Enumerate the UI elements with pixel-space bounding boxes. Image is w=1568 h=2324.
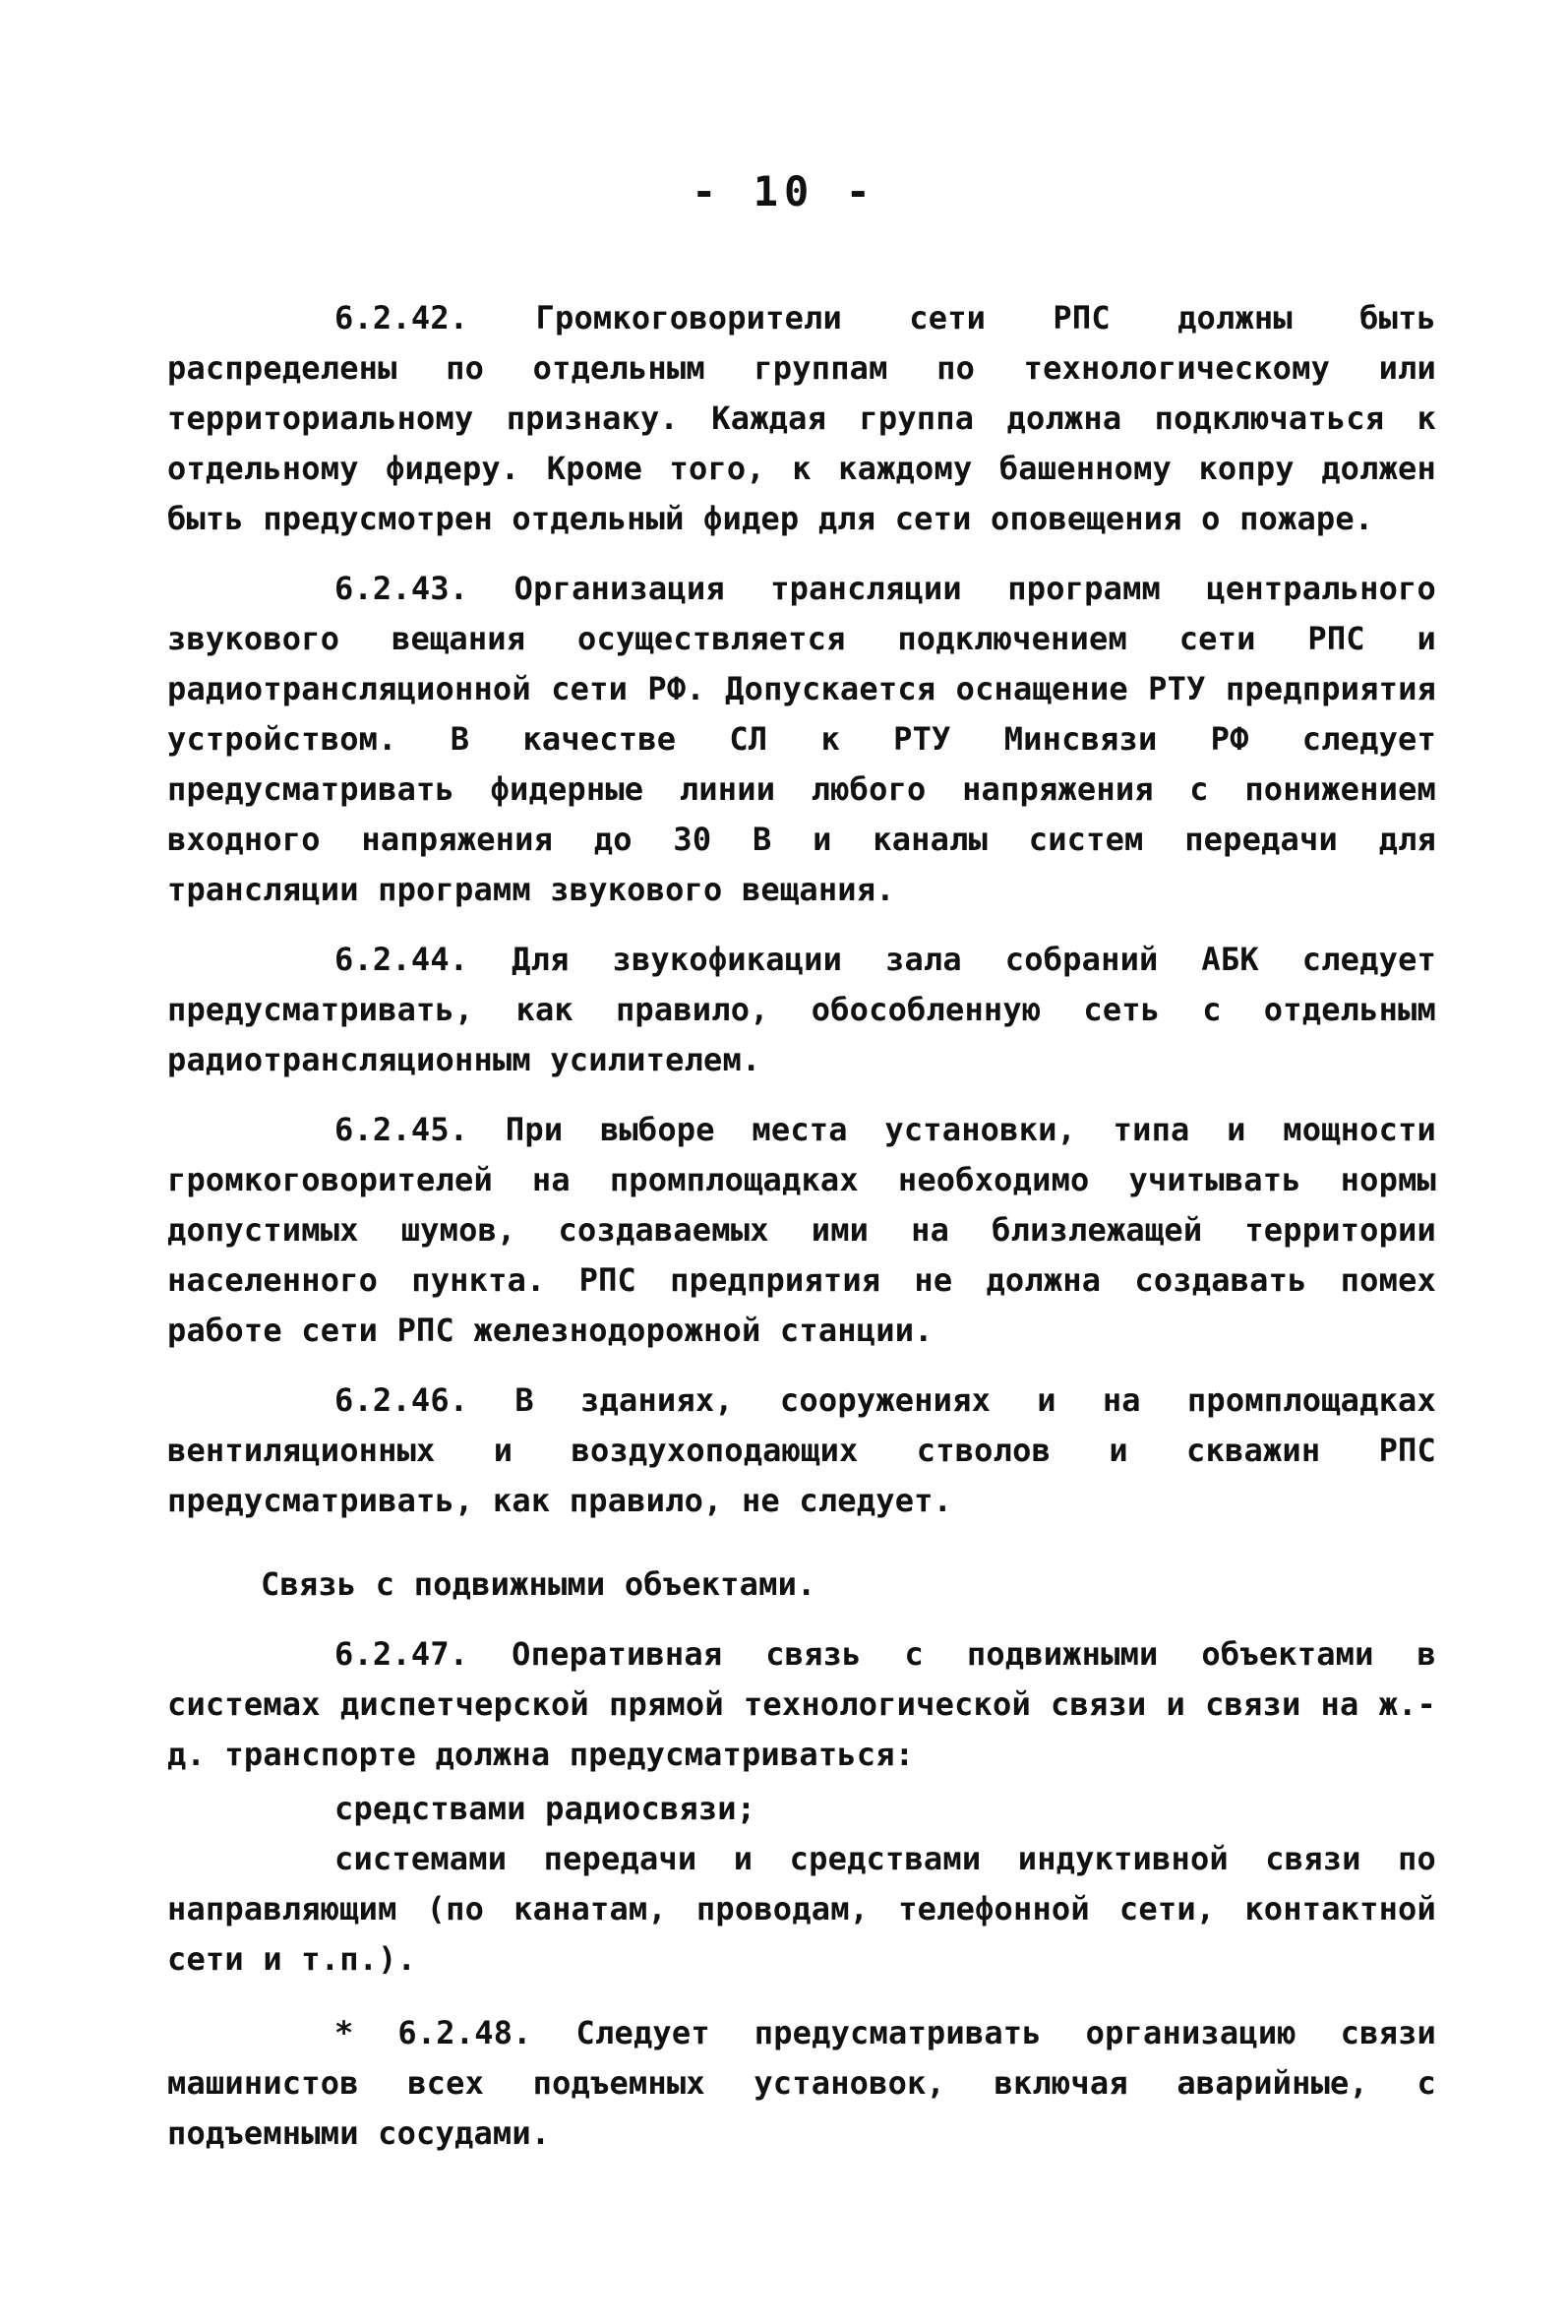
paragraph-6-2-46: 6.2.46. В зданиях, сооружениях и на промплощадках вентиляционных и воздухоподающих стволов и скважин РПС предусматривать, как правило, не следует. <box>167 1381 1436 1519</box>
document-body <box>167 293 1436 2159</box>
section-heading: Связь с подвижными объектами. <box>261 1565 816 1603</box>
list-item: системами передачи и средствами индуктивной связи по направляющим (по канатам, проводам, телефонной сети, контактной сети и т.п.). <box>167 1840 1436 1978</box>
page-number: - 10 - <box>692 167 876 215</box>
paragraph-6-2-43: 6.2.43. Организация трансляции программ центрального звукового вещания осуществляется подключением сети РПС и радиотрансляционной сети РФ. Допускается оснащение РТУ предприятия устройством. В качестве СЛ к РТУ Минсвязи РФ следует предусматривать фидерные линии любого напряжения с понижением входного напряжения до 30 В и каналы систем передачи для трансляции программ звукового вещания. <box>167 570 1436 908</box>
paragraph-6-2-45: 6.2.45. При выборе места установки, типа и мощности громкоговорителей на промплощадках необходимо учитывать нормы допустимых шумов, создаваемых ими на близлежащей территории населенного пункта. РПС предприятия не должна создавать помех работе сети РПС железнодорожной станции. <box>167 1111 1436 1349</box>
list-item: средствами радиосвязи; <box>334 1790 756 1827</box>
paragraph-6-2-47: 6.2.47. Оперативная связь с подвижными объектами в системах диспетчерской прямой технологической связи и связи на ж.-д. транспорте должна предусматриваться: <box>167 1635 1436 1773</box>
paragraph-6-2-44: 6.2.44. Для звукофикации зала собраний АБК следует предусматривать, как правило, обособленную сеть с отдельным радиотрансляционным усилителем. <box>167 941 1436 1078</box>
paragraph-6-2-48: * 6.2.48. Следует предусматривать организацию связи машинистов всех подъемных установок, включая аварийные, с подъемными сосудами. <box>167 2014 1436 2152</box>
paragraph-6-2-42: 6.2.42. Громкоговорители сети РПС должны быть распределены по отдельным группам по технологическому или территориальному признаку. Каждая группа должна подключаться к отдельному фидеру. Кроме того, к каждому башенному копру должен быть предусмотрен отдельный фидер для сети оповещения о пожаре. <box>167 299 1436 537</box>
